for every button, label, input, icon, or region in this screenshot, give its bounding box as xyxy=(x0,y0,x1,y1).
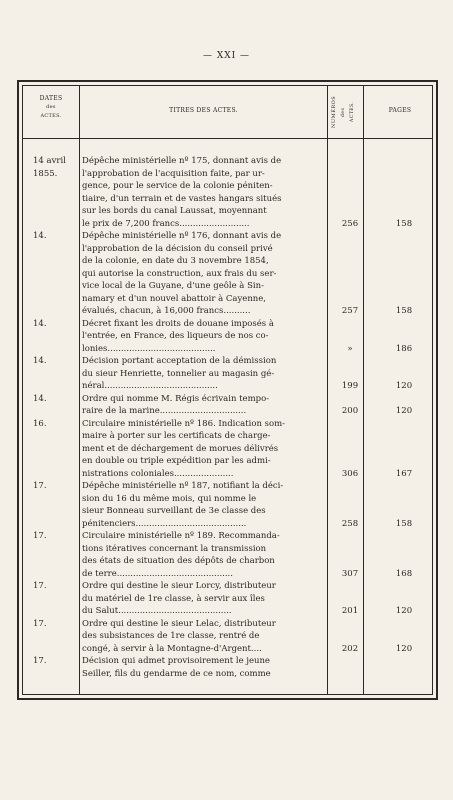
row-date: 16. xyxy=(33,418,47,429)
row-page: 158 xyxy=(395,218,413,229)
header-numeros-des-label: des xyxy=(341,107,346,117)
row-title-line: maire à porter sur les certificats de charge- xyxy=(82,431,271,441)
row-title-line: Circulaire ministérielle nº 189. Recommanda- xyxy=(82,531,280,541)
row-number: 201 xyxy=(341,606,359,616)
row-number: » xyxy=(347,343,353,354)
row-date-year: 1855. xyxy=(33,168,58,179)
row-title-line: Dépêche ministérielle nº 176, donnant avis de xyxy=(82,231,282,241)
row-title xyxy=(82,355,334,393)
row-title xyxy=(82,318,334,356)
row-page: 120 xyxy=(395,406,413,416)
row-title-line: tions itératives concernant la transmission xyxy=(82,543,267,554)
row-number: 258 xyxy=(341,518,359,529)
row-date: 17. xyxy=(33,656,47,666)
row-page: 168 xyxy=(395,568,413,579)
row-title-line: Ordre qui destine le sieur Lelac, distributeur xyxy=(82,618,276,629)
header-numeros xyxy=(331,88,341,136)
row-title-line: Décret fixant les droits de douane imposés à xyxy=(82,318,274,329)
row-page: 186 xyxy=(395,343,413,354)
row-title-line: tiaire, d'un terrain et de vastes hangars situés xyxy=(82,193,282,204)
row-title-line: néral.......................................... xyxy=(82,381,218,391)
row-title xyxy=(82,155,334,230)
row-number: 200 xyxy=(341,406,359,416)
row-date: 14. xyxy=(33,393,47,404)
row-title-line: Décision qui admet provisoirement le jeune xyxy=(82,656,270,666)
header-numeros-actes xyxy=(350,88,360,136)
row-title-line: de la colonie, en date du 3 novembre 1854, xyxy=(82,256,269,266)
row-title-line: nistrations coloniales...................... xyxy=(82,468,234,479)
row-title-line: pénitenciers......................................... xyxy=(82,518,247,529)
row-number: 306 xyxy=(341,468,359,479)
row-date: 17. xyxy=(33,531,47,541)
row-page: 167 xyxy=(395,468,413,479)
row-number: 202 xyxy=(341,643,359,654)
row-number: 256 xyxy=(341,218,359,229)
row-title-line: du matériel de 1re classe, à servir aux îles xyxy=(82,593,265,604)
row-title-line: raire de la marine................................ xyxy=(82,406,247,416)
row-page: 120 xyxy=(395,643,413,654)
row-page: 120 xyxy=(395,606,413,616)
row-title-line: Circulaire ministérielle nº 186. Indication som- xyxy=(82,418,286,429)
row-date: 14. xyxy=(33,356,47,366)
row-title-line: Dépêche ministérielle nº 175, donnant avis de xyxy=(82,156,282,166)
row-page: 158 xyxy=(395,306,413,316)
header-divider xyxy=(22,138,433,139)
row-date: 14. xyxy=(33,231,47,241)
row-date: 14 avril xyxy=(33,156,66,166)
header-dates-line3: ACTES. xyxy=(40,113,62,119)
header-numeros-actes-label: ACTES. xyxy=(350,101,355,123)
row-title-line: Dépêche ministérielle nº 187, notifiant la déci- xyxy=(82,481,284,491)
row-title-line: Ordre qui destine le sieur Lorcy, distributeur xyxy=(82,581,276,591)
row-title-line: sion du 16 du même mois, qui nomme le xyxy=(82,493,257,504)
row-title-line: des subsistances de 1re classe, rentré de xyxy=(82,631,260,641)
row-title xyxy=(82,580,334,618)
row-title xyxy=(82,530,334,580)
row-title xyxy=(82,418,334,481)
row-number: 307 xyxy=(341,568,359,579)
row-number: 257 xyxy=(341,306,359,316)
column-divider-dates xyxy=(79,85,80,695)
row-date: 17. xyxy=(33,481,47,491)
row-title-line: le prix de 7,200 francs.......................... xyxy=(82,218,250,229)
row-title-line: Ordre qui nomme M. Régis écrivain tempo- xyxy=(82,393,270,404)
header-pages: PAGES xyxy=(388,107,412,114)
row-title-line: l'approbation de l'acquisition faite, par ur- xyxy=(82,168,265,179)
row-title-line: du Salut.......................................... xyxy=(82,606,232,616)
row-number: 199 xyxy=(341,381,359,391)
row-date: 14. xyxy=(33,318,47,329)
row-title xyxy=(82,230,334,318)
row-title xyxy=(82,480,334,530)
row-title-line: sur les bords du canal Laussat, moyennant xyxy=(82,206,267,216)
row-title-line: namary et d'un nouvel abattoir à Cayenne, xyxy=(82,293,266,304)
row-title-line: gence, pour le service de la colonie péniten- xyxy=(82,181,273,191)
page-header: — XXI — xyxy=(202,51,251,61)
row-title-line: congé, à servir à la Montagne-d'Argent.... xyxy=(82,643,262,654)
row-title xyxy=(82,393,334,418)
row-page: 120 xyxy=(395,381,413,391)
header-dates-line1: DATES xyxy=(39,95,63,102)
row-title-line: sieur Bonneau surveillant de 3e classe des xyxy=(82,506,266,516)
row-title xyxy=(82,618,334,656)
row-page: 158 xyxy=(395,518,413,529)
row-title-line: qui autorise la construction, aux frais du ser- xyxy=(82,268,277,279)
row-title-line: l'entrée, en France, des liqueurs de nos co- xyxy=(82,331,269,341)
row-title-line: du sieur Henriette, tonnelier au magasin gé- xyxy=(82,368,275,379)
table-frame xyxy=(17,80,438,700)
row-title-line: Décision portant acceptation de la démission xyxy=(82,356,277,366)
row-title xyxy=(82,655,334,680)
row-title-line: lonies........................................ xyxy=(82,343,216,354)
row-title-line: de terre........................................... xyxy=(82,568,233,579)
header-titles: TITRES DES ACTES. xyxy=(169,107,238,114)
row-title-line: Seiller, fils du gendarme de ce nom, comme xyxy=(82,668,271,679)
row-title-line: l'approbation de la décision du conseil privé xyxy=(82,243,273,254)
row-date: 17. xyxy=(33,618,47,629)
row-title-line: en double ou triple expédition par les admi- xyxy=(82,456,271,466)
row-title-line: ment et de déchargement de morues délivrés xyxy=(82,443,279,454)
header-dates xyxy=(23,94,79,121)
header-dates-line2: des xyxy=(46,104,56,110)
row-title-line: vice local de la Guyane, d'une geôle à Sin- xyxy=(82,281,264,291)
row-title-line: des états de situation des dépôts de charbon xyxy=(82,556,275,566)
row-title-line: évalués, chacun, à 16,000 francs.......... xyxy=(82,306,251,316)
row-date: 17. xyxy=(33,581,47,591)
header-numeros-label: NUMÉROS xyxy=(331,95,337,129)
